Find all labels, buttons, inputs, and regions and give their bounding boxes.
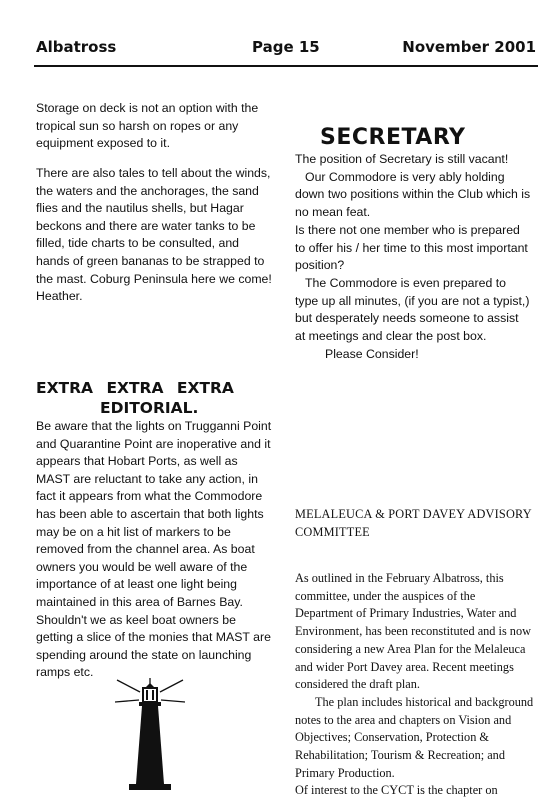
editorial-headline: EDITORIAL. <box>100 399 199 417</box>
storage-paragraph: Storage on deck is not an option with the tropical sun so harsh on ropes or any equipment exposed to it. <box>36 101 259 151</box>
editorial-paragraph-1: Be aware that the lights on Trugganni Point and Quarantine Point are inoperative and it appears that Hobart Ports, as well as MAST are reluctant to take any action, in fact it appears from what the Commodore has been able to ascertain that both lights may be on a hit list of markers to be removed from the channel area. As boat owners you would be well aware of the importance of at least one light being maintained in this area of Barnes Bay. <box>36 419 272 609</box>
header-divider <box>34 65 538 67</box>
secretary-paragraph-4: The Commodore is even prepared to type up all minutes, (if you are not a typist,) but desperately needs someone to assist at meetings and clear the post box. <box>295 275 530 344</box>
editorial-article <box>36 418 274 682</box>
secretary-paragraph-1: The position of Secretary is still vacant! <box>295 152 509 166</box>
extra-headline: EXTRA EXTRA EXTRA <box>36 379 234 397</box>
editorial-paragraph-2: Shouldn't we as keel boat owners be getting a slice of the monies that MAST are spending around the state on launching ramps etc. <box>36 612 271 680</box>
page-number: Page 15 <box>252 38 320 56</box>
lighthouse-icon <box>115 676 185 794</box>
issue-date: November 2001 <box>402 38 536 56</box>
tales-article <box>36 165 274 306</box>
melaleuca-article <box>295 570 535 800</box>
tales-paragraph: There are also tales to tell about the winds, the waters and the anchorages, the sand flies and the nautilus shells, but Hagar beckons and there are water tanks to be filled, tide charts to be consulted, and hands of green bananas to be strapped to the mast. Coburg Peninsula here we come! <box>36 166 272 286</box>
publication-name: Albatross <box>36 38 117 56</box>
author-signature: Heather. <box>36 289 83 304</box>
melaleuca-paragraph-1: As outlined in the February Albatross, this committee, under the auspices of the Department of Primary Industries, Water and Environment, has been reconstituted and is now considering a new Area Plan for the Melaleuca and wider Port Davey area. Recent meetings considered the draft plan. <box>295 571 531 692</box>
secretary-paragraph-3: Is there not one member who is prepared to offer his / her time to this most important position? <box>295 222 528 273</box>
melaleuca-paragraph-2: The plan includes historical and background notes to the area and chapters on Vision and Objectives; Conservation, Protection & Rehabilitation; Tourism & Recreation; and Primary Production. <box>295 694 534 780</box>
page-header <box>36 38 536 64</box>
melaleuca-title: MELALEUCA & PORT DAVEY ADVISORY COMMITTEE <box>295 507 532 539</box>
melaleuca-paragraph-3: Of interest to the CYCT is the chapter on <box>295 783 498 798</box>
secretary-paragraph-2: Our Commodore is very ably holding down two positions within the Club which is no mean feat. <box>295 169 531 220</box>
secretary-article <box>295 151 531 363</box>
secretary-paragraph-5: Please Consider! <box>325 346 419 361</box>
secretary-title: SECRETARY <box>320 125 466 150</box>
